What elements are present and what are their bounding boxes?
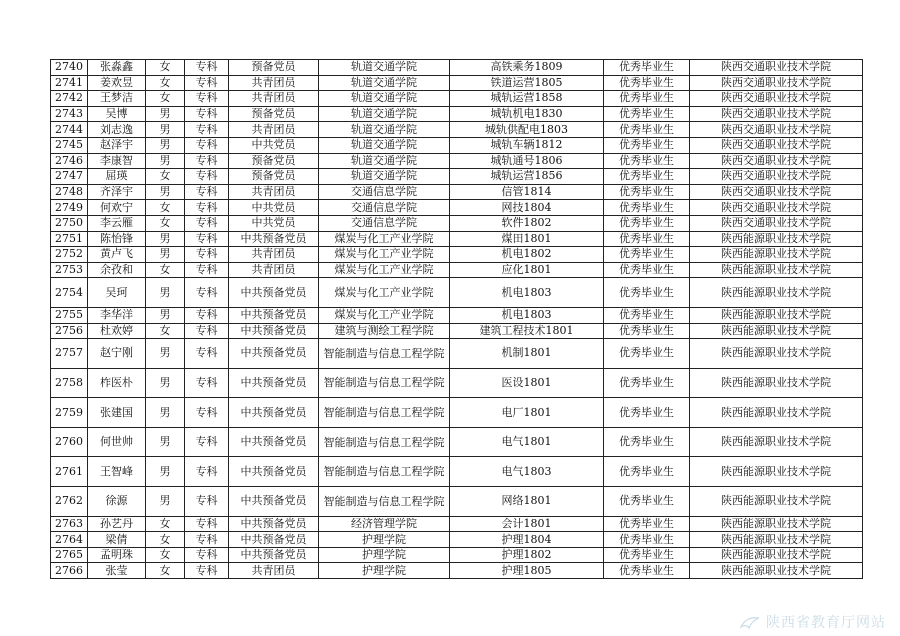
cell-level: 专科	[185, 200, 229, 216]
cell-college: 智能制造与信息工程学院	[319, 457, 450, 487]
cell-level: 专科	[185, 307, 229, 323]
cell-no: 2740	[51, 60, 88, 76]
cell-political: 共青团员	[229, 91, 319, 107]
cell-political: 中共预备党员	[229, 231, 319, 247]
cell-college: 智能制造与信息工程学院	[319, 398, 450, 428]
cell-no: 2741	[51, 75, 88, 91]
cell-college: 煤炭与化工产业学院	[319, 278, 450, 308]
cell-level: 专科	[185, 368, 229, 398]
cell-gender: 男	[146, 231, 185, 247]
cell-no: 2749	[51, 200, 88, 216]
cell-school: 陕西交通职业技术学院	[690, 169, 863, 185]
cell-level: 专科	[185, 457, 229, 487]
cell-college: 护理学院	[319, 532, 450, 548]
cell-political: 中共预备党员	[229, 339, 319, 369]
watermark	[739, 612, 886, 632]
cell-school: 陕西能源职业技术学院	[690, 339, 863, 369]
table-row	[51, 247, 863, 263]
cell-class: 高铁乘务1809	[450, 60, 604, 76]
cell-gender: 女	[146, 169, 185, 185]
cell-honor: 优秀毕业生	[604, 532, 690, 548]
cell-honor: 优秀毕业生	[604, 200, 690, 216]
cell-class: 网络1801	[450, 487, 604, 517]
cell-class: 城轨车辆1812	[450, 137, 604, 153]
cell-class: 软件1802	[450, 215, 604, 231]
cell-political: 中共预备党员	[229, 532, 319, 548]
cell-level: 专科	[185, 427, 229, 457]
cell-college: 轨道交通学院	[319, 169, 450, 185]
cell-no: 2758	[51, 368, 88, 398]
cell-gender: 男	[146, 278, 185, 308]
table-row	[51, 60, 863, 76]
cell-class: 护理1805	[450, 563, 604, 579]
cell-name: 柞医朴	[88, 368, 146, 398]
cell-honor: 优秀毕业生	[604, 60, 690, 76]
cell-honor: 优秀毕业生	[604, 427, 690, 457]
cell-class: 医设1801	[450, 368, 604, 398]
cell-honor: 优秀毕业生	[604, 106, 690, 122]
table-row	[51, 169, 863, 185]
cell-gender: 女	[146, 516, 185, 532]
watermark-text: 陕西省教育厅网站	[766, 615, 886, 631]
cell-no: 2747	[51, 169, 88, 185]
cell-political: 预备党员	[229, 169, 319, 185]
cell-honor: 优秀毕业生	[604, 547, 690, 563]
cell-college: 智能制造与信息工程学院	[319, 427, 450, 457]
cell-no: 2754	[51, 278, 88, 308]
cell-gender: 男	[146, 457, 185, 487]
table-row	[51, 231, 863, 247]
table-row	[51, 215, 863, 231]
cell-class: 电气1801	[450, 427, 604, 457]
cell-political: 共青团员	[229, 122, 319, 138]
cell-college: 轨道交通学院	[319, 122, 450, 138]
table-row	[51, 75, 863, 91]
cell-no: 2764	[51, 532, 88, 548]
cell-class: 电厂1801	[450, 398, 604, 428]
table-row	[51, 153, 863, 169]
cell-political: 中共预备党员	[229, 368, 319, 398]
cell-no: 2762	[51, 487, 88, 517]
cell-college: 建筑与测绘工程学院	[319, 323, 450, 339]
cell-honor: 优秀毕业生	[604, 184, 690, 200]
cell-no: 2757	[51, 339, 88, 369]
cell-level: 专科	[185, 169, 229, 185]
cell-gender: 男	[146, 153, 185, 169]
cell-name: 吴珂	[88, 278, 146, 308]
cell-political: 中共预备党员	[229, 323, 319, 339]
cell-no: 2750	[51, 215, 88, 231]
cell-school: 陕西交通职业技术学院	[690, 75, 863, 91]
cell-level: 专科	[185, 106, 229, 122]
cell-class: 机制1801	[450, 339, 604, 369]
table-body	[51, 60, 863, 579]
cell-no: 2745	[51, 137, 88, 153]
cell-college: 煤炭与化工产业学院	[319, 247, 450, 263]
cell-honor: 优秀毕业生	[604, 153, 690, 169]
cell-school: 陕西能源职业技术学院	[690, 307, 863, 323]
cell-no: 2752	[51, 247, 88, 263]
table-row	[51, 368, 863, 398]
cell-honor: 优秀毕业生	[604, 262, 690, 278]
cell-level: 专科	[185, 262, 229, 278]
cell-college: 轨道交通学院	[319, 75, 450, 91]
cell-political: 中共预备党员	[229, 398, 319, 428]
cell-college: 护理学院	[319, 563, 450, 579]
cell-level: 专科	[185, 516, 229, 532]
cell-no: 2763	[51, 516, 88, 532]
cell-school: 陕西交通职业技术学院	[690, 153, 863, 169]
cell-gender: 男	[146, 339, 185, 369]
table-row	[51, 122, 863, 138]
cell-school: 陕西能源职业技术学院	[690, 398, 863, 428]
cell-name: 黄卢飞	[88, 247, 146, 263]
cell-college: 智能制造与信息工程学院	[319, 487, 450, 517]
cell-level: 专科	[185, 487, 229, 517]
cell-class: 煤田1801	[450, 231, 604, 247]
cell-no: 2765	[51, 547, 88, 563]
cell-class: 机电1803	[450, 278, 604, 308]
cell-level: 专科	[185, 184, 229, 200]
cell-political: 共青团员	[229, 563, 319, 579]
table-row	[51, 532, 863, 548]
cell-name: 李华洋	[88, 307, 146, 323]
cell-class: 城轨通号1806	[450, 153, 604, 169]
cell-name: 梁倩	[88, 532, 146, 548]
cell-political: 预备党员	[229, 60, 319, 76]
cell-gender: 女	[146, 547, 185, 563]
cell-level: 专科	[185, 91, 229, 107]
cell-political: 共青团员	[229, 262, 319, 278]
cell-school: 陕西能源职业技术学院	[690, 368, 863, 398]
cell-level: 专科	[185, 137, 229, 153]
cell-no: 2748	[51, 184, 88, 200]
cell-school: 陕西能源职业技术学院	[690, 516, 863, 532]
cell-level: 专科	[185, 547, 229, 563]
cell-political: 中共预备党员	[229, 278, 319, 308]
cell-level: 专科	[185, 278, 229, 308]
cell-school: 陕西交通职业技术学院	[690, 122, 863, 138]
cell-honor: 优秀毕业生	[604, 339, 690, 369]
cell-class: 机电1803	[450, 307, 604, 323]
cell-school: 陕西能源职业技术学院	[690, 427, 863, 457]
cell-gender: 男	[146, 247, 185, 263]
table-row	[51, 278, 863, 308]
cell-level: 专科	[185, 231, 229, 247]
table-row	[51, 487, 863, 517]
cell-name: 王梦洁	[88, 91, 146, 107]
cell-level: 专科	[185, 60, 229, 76]
cell-college: 护理学院	[319, 547, 450, 563]
cell-gender: 男	[146, 106, 185, 122]
cell-name: 何欢宁	[88, 200, 146, 216]
cell-school: 陕西能源职业技术学院	[690, 457, 863, 487]
cell-honor: 优秀毕业生	[604, 278, 690, 308]
cell-name: 赵宁刚	[88, 339, 146, 369]
cell-college: 智能制造与信息工程学院	[319, 368, 450, 398]
cell-name: 齐泽宇	[88, 184, 146, 200]
cell-gender: 男	[146, 427, 185, 457]
cell-college: 轨道交通学院	[319, 60, 450, 76]
cell-class: 城轨运营1856	[450, 169, 604, 185]
cell-name: 张建国	[88, 398, 146, 428]
cell-honor: 优秀毕业生	[604, 91, 690, 107]
cell-level: 专科	[185, 563, 229, 579]
cell-honor: 优秀毕业生	[604, 137, 690, 153]
cell-school: 陕西交通职业技术学院	[690, 137, 863, 153]
cell-political: 中共预备党员	[229, 307, 319, 323]
cell-honor: 优秀毕业生	[604, 398, 690, 428]
cell-honor: 优秀毕业生	[604, 323, 690, 339]
cell-name: 李云雁	[88, 215, 146, 231]
cell-name: 孙艺丹	[88, 516, 146, 532]
cell-no: 2759	[51, 398, 88, 428]
cell-political: 中共预备党员	[229, 516, 319, 532]
table-row	[51, 91, 863, 107]
cell-honor: 优秀毕业生	[604, 457, 690, 487]
cell-college: 智能制造与信息工程学院	[319, 339, 450, 369]
cell-political: 预备党员	[229, 106, 319, 122]
cell-no: 2743	[51, 106, 88, 122]
cell-gender: 女	[146, 200, 185, 216]
cell-class: 应化1801	[450, 262, 604, 278]
cell-gender: 女	[146, 60, 185, 76]
cell-name: 余孜和	[88, 262, 146, 278]
cell-gender: 男	[146, 122, 185, 138]
cell-college: 经济管理学院	[319, 516, 450, 532]
cell-school: 陕西交通职业技术学院	[690, 60, 863, 76]
cell-school: 陕西能源职业技术学院	[690, 487, 863, 517]
cell-class: 城轨供配电1803	[450, 122, 604, 138]
table-row	[51, 516, 863, 532]
cell-class: 机电1802	[450, 247, 604, 263]
table-row	[51, 457, 863, 487]
cell-college: 轨道交通学院	[319, 137, 450, 153]
cell-class: 铁道运营1805	[450, 75, 604, 91]
cell-class: 城轨机电1830	[450, 106, 604, 122]
cell-honor: 优秀毕业生	[604, 75, 690, 91]
cell-level: 专科	[185, 532, 229, 548]
cell-no: 2755	[51, 307, 88, 323]
cell-no: 2742	[51, 91, 88, 107]
cell-level: 专科	[185, 215, 229, 231]
cell-school: 陕西能源职业技术学院	[690, 532, 863, 548]
cell-gender: 女	[146, 75, 185, 91]
cell-honor: 优秀毕业生	[604, 247, 690, 263]
cell-college: 轨道交通学院	[319, 153, 450, 169]
cell-gender: 女	[146, 323, 185, 339]
cell-level: 专科	[185, 75, 229, 91]
cell-political: 共青团员	[229, 184, 319, 200]
cell-school: 陕西能源职业技术学院	[690, 262, 863, 278]
cell-honor: 优秀毕业生	[604, 563, 690, 579]
cell-school: 陕西能源职业技术学院	[690, 563, 863, 579]
cell-school: 陕西交通职业技术学院	[690, 200, 863, 216]
cell-college: 煤炭与化工产业学院	[319, 307, 450, 323]
cell-honor: 优秀毕业生	[604, 215, 690, 231]
cell-gender: 女	[146, 91, 185, 107]
cell-name: 陈怡锋	[88, 231, 146, 247]
cell-political: 中共预备党员	[229, 547, 319, 563]
cell-gender: 女	[146, 532, 185, 548]
cell-no: 2756	[51, 323, 88, 339]
cell-level: 专科	[185, 153, 229, 169]
cell-gender: 男	[146, 368, 185, 398]
cell-school: 陕西交通职业技术学院	[690, 106, 863, 122]
cell-name: 李康智	[88, 153, 146, 169]
table-row	[51, 200, 863, 216]
cell-gender: 女	[146, 215, 185, 231]
cell-name: 刘志逸	[88, 122, 146, 138]
cell-honor: 优秀毕业生	[604, 368, 690, 398]
cell-level: 专科	[185, 122, 229, 138]
table-row	[51, 427, 863, 457]
cell-political: 中共党员	[229, 215, 319, 231]
cell-school: 陕西能源职业技术学院	[690, 231, 863, 247]
cell-name: 孟明珠	[88, 547, 146, 563]
cell-level: 专科	[185, 323, 229, 339]
honor-list-table	[50, 59, 863, 579]
cell-college: 煤炭与化工产业学院	[319, 262, 450, 278]
cell-school: 陕西能源职业技术学院	[690, 278, 863, 308]
cell-name: 赵泽宇	[88, 137, 146, 153]
cell-class: 建筑工程技术1801	[450, 323, 604, 339]
cell-name: 张莹	[88, 563, 146, 579]
cell-level: 专科	[185, 398, 229, 428]
cell-school: 陕西交通职业技术学院	[690, 215, 863, 231]
bird-logo-icon	[739, 615, 761, 631]
cell-political: 中共党员	[229, 200, 319, 216]
table-row	[51, 307, 863, 323]
cell-honor: 优秀毕业生	[604, 231, 690, 247]
cell-honor: 优秀毕业生	[604, 487, 690, 517]
cell-name: 何世帅	[88, 427, 146, 457]
cell-no: 2766	[51, 563, 88, 579]
cell-class: 信管1814	[450, 184, 604, 200]
table-row	[51, 339, 863, 369]
cell-name: 徐源	[88, 487, 146, 517]
cell-honor: 优秀毕业生	[604, 307, 690, 323]
cell-gender: 男	[146, 307, 185, 323]
cell-college: 煤炭与化工产业学院	[319, 231, 450, 247]
cell-name: 杜欢婷	[88, 323, 146, 339]
cell-level: 专科	[185, 247, 229, 263]
cell-no: 2744	[51, 122, 88, 138]
table-row	[51, 137, 863, 153]
cell-political: 中共预备党员	[229, 427, 319, 457]
cell-honor: 优秀毕业生	[604, 516, 690, 532]
cell-no: 2760	[51, 427, 88, 457]
table-row	[51, 106, 863, 122]
cell-school: 陕西能源职业技术学院	[690, 247, 863, 263]
cell-political: 共青团员	[229, 247, 319, 263]
cell-gender: 女	[146, 262, 185, 278]
cell-class: 城轨运营1858	[450, 91, 604, 107]
cell-no: 2751	[51, 231, 88, 247]
cell-school: 陕西能源职业技术学院	[690, 323, 863, 339]
cell-school: 陕西交通职业技术学院	[690, 91, 863, 107]
cell-gender: 男	[146, 398, 185, 428]
cell-college: 交通信息学院	[319, 200, 450, 216]
cell-school: 陕西交通职业技术学院	[690, 184, 863, 200]
cell-no: 2761	[51, 457, 88, 487]
table-row	[51, 262, 863, 278]
cell-political: 共青团员	[229, 75, 319, 91]
cell-honor: 优秀毕业生	[604, 169, 690, 185]
table-row	[51, 563, 863, 579]
cell-political: 预备党员	[229, 153, 319, 169]
cell-college: 轨道交通学院	[319, 106, 450, 122]
cell-no: 2753	[51, 262, 88, 278]
cell-no: 2746	[51, 153, 88, 169]
cell-gender: 女	[146, 563, 185, 579]
cell-class: 电气1803	[450, 457, 604, 487]
cell-name: 张淼鑫	[88, 60, 146, 76]
table-row	[51, 323, 863, 339]
cell-class: 护理1802	[450, 547, 604, 563]
cell-name: 吴博	[88, 106, 146, 122]
cell-gender: 男	[146, 487, 185, 517]
cell-school: 陕西能源职业技术学院	[690, 547, 863, 563]
cell-honor: 优秀毕业生	[604, 122, 690, 138]
table-row	[51, 547, 863, 563]
cell-level: 专科	[185, 339, 229, 369]
cell-political: 中共党员	[229, 137, 319, 153]
cell-name: 姜欢昱	[88, 75, 146, 91]
cell-political: 中共预备党员	[229, 487, 319, 517]
cell-name: 王智峰	[88, 457, 146, 487]
cell-college: 交通信息学院	[319, 184, 450, 200]
table-row	[51, 184, 863, 200]
cell-class: 护理1804	[450, 532, 604, 548]
cell-political: 中共预备党员	[229, 457, 319, 487]
cell-gender: 男	[146, 137, 185, 153]
cell-class: 网技1804	[450, 200, 604, 216]
cell-college: 轨道交通学院	[319, 91, 450, 107]
cell-college: 交通信息学院	[319, 215, 450, 231]
cell-name: 屈瑛	[88, 169, 146, 185]
table-row	[51, 398, 863, 428]
cell-class: 会计1801	[450, 516, 604, 532]
cell-gender: 男	[146, 184, 185, 200]
